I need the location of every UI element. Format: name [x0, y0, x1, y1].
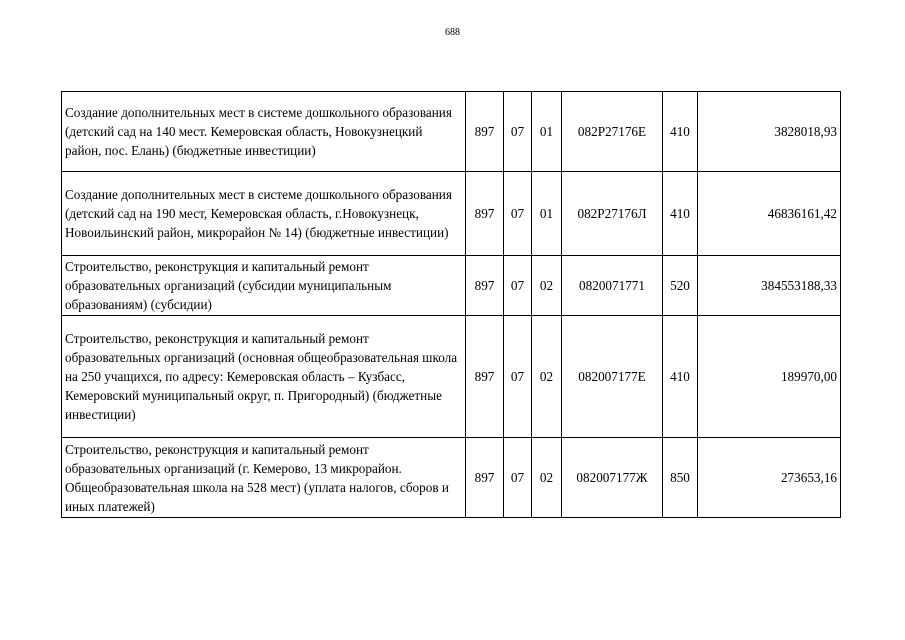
amount: 189970,00 [698, 316, 841, 438]
section-code: 07 [504, 316, 532, 438]
target-article-code: 082007177Ж [562, 438, 663, 518]
subsection-code: 02 [532, 256, 562, 316]
expense-type-code: 410 [663, 92, 698, 172]
expense-type-code: 410 [663, 316, 698, 438]
subsection-code: 02 [532, 316, 562, 438]
row-name: Строительство, реконструкция и капитальный ремонт образовательных организаций (основная общеобразовательная школа на 250 учащихся, по адресу: Кемеровская область – Кузбасс, Кемеровский муниципальный округ, п. Пригородный) (бюджетные инвестиции) [62, 316, 466, 438]
ministry-code: 897 [466, 316, 504, 438]
page-number: 688 [445, 27, 460, 38]
target-article-code: 082007177E [562, 316, 663, 438]
amount: 3828018,93 [698, 92, 841, 172]
table-row [62, 438, 841, 518]
table-row [62, 172, 841, 256]
subsection-code: 01 [532, 172, 562, 256]
table-row [62, 316, 841, 438]
subsection-code: 02 [532, 438, 562, 518]
ministry-code: 897 [466, 438, 504, 518]
expense-type-code: 410 [663, 172, 698, 256]
row-name: Строительство, реконструкция и капитальный ремонт образовательных организаций (г. Кемерово, 13 микрорайон. Общеобразовательная школа на 528 мест) (уплата налогов, сборов и иных платежей) [62, 438, 466, 518]
ministry-code: 897 [466, 92, 504, 172]
target-article-code: 082P27176Л [562, 172, 663, 256]
section-code: 07 [504, 172, 532, 256]
amount: 384553188,33 [698, 256, 841, 316]
target-article-code: 0820071771 [562, 256, 663, 316]
row-name: Создание дополнительных мест в системе дошкольного образования (детский сад на 190 мест, Кемеровская область, г.Новокузнецк, Новоильинский район, микрорайон № 14) (бюджетные инвестиции) [62, 172, 466, 256]
target-article-code: 082P27176E [562, 92, 663, 172]
section-code: 07 [504, 438, 532, 518]
ministry-code: 897 [466, 172, 504, 256]
expense-type-code: 520 [663, 256, 698, 316]
budget-table [61, 91, 841, 518]
ministry-code: 897 [466, 256, 504, 316]
table-row [62, 256, 841, 316]
amount: 273653,16 [698, 438, 841, 518]
section-code: 07 [504, 92, 532, 172]
row-name: Создание дополнительных мест в системе дошкольного образования (детский сад на 140 мест. Кемеровская область, Новокузнецкий район, пос. Елань) (бюджетные инвестиции) [62, 92, 466, 172]
expense-type-code: 850 [663, 438, 698, 518]
subsection-code: 01 [532, 92, 562, 172]
table-row [62, 92, 841, 172]
section-code: 07 [504, 256, 532, 316]
row-name: Строительство, реконструкция и капитальный ремонт образовательных организаций (субсидии муниципальным образованиям) (субсидии) [62, 256, 466, 316]
amount: 46836161,42 [698, 172, 841, 256]
